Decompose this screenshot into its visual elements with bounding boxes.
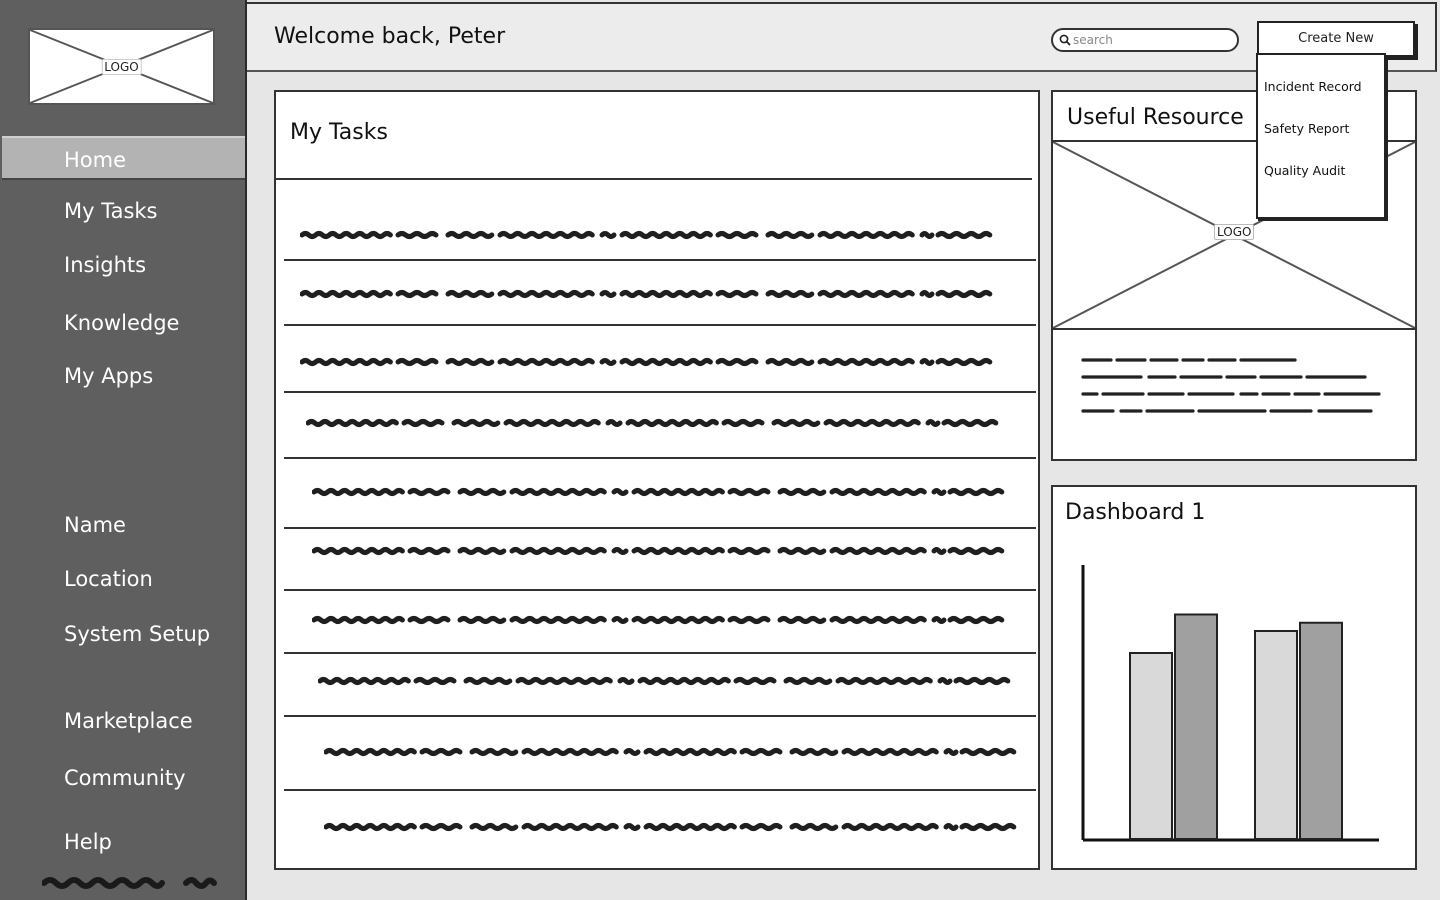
task-row-divider [284, 652, 1036, 654]
sidebar-item-home[interactable]: Home [2, 136, 245, 180]
footer-scribble [42, 872, 222, 890]
resource-description-scribble [1081, 356, 1391, 416]
sidebar-item-my-tasks[interactable]: My Tasks [64, 199, 158, 223]
chart-bar [1130, 653, 1172, 839]
task-text-scribble [300, 288, 1010, 302]
task-list-item[interactable] [286, 356, 1036, 370]
task-row-divider [284, 259, 1036, 261]
dashboard-title: Dashboard 1 [1065, 500, 1206, 525]
sidebar-item-name[interactable]: Name [64, 513, 126, 537]
task-row-divider [284, 715, 1036, 717]
task-text-scribble [306, 417, 1016, 431]
sidebar-logo[interactable] [28, 28, 215, 105]
search-input[interactable] [1073, 31, 1233, 49]
task-row-divider [284, 589, 1036, 591]
sidebar-item-community[interactable]: Community [64, 766, 186, 790]
task-row-divider [284, 324, 1036, 326]
sidebar-item-marketplace[interactable]: Marketplace [64, 709, 193, 733]
task-text-scribble [300, 229, 1010, 243]
task-list-item[interactable] [286, 486, 1036, 500]
chart-bar [1175, 615, 1217, 840]
sidebar-item-my-apps[interactable]: My Apps [64, 364, 154, 388]
search-icon [1059, 34, 1071, 46]
task-list-item[interactable] [286, 229, 1036, 243]
task-text-scribble [312, 614, 1022, 628]
resource-title: Useful Resource [1067, 105, 1244, 130]
task-list-item[interactable] [286, 675, 1036, 689]
chart-bar [1255, 631, 1297, 839]
menu-item-quality-audit[interactable]: Quality Audit [1264, 163, 1346, 178]
sidebar-item-location[interactable]: Location [64, 567, 153, 591]
task-list-item[interactable] [286, 821, 1036, 835]
menu-item-safety-report[interactable]: Safety Report [1264, 121, 1350, 136]
search-box[interactable] [1051, 28, 1239, 52]
task-text-scribble [300, 356, 1010, 370]
task-list-item[interactable] [286, 545, 1036, 559]
sidebar [0, 0, 247, 900]
dashboard-panel [1051, 485, 1417, 870]
logo-label: LOGO [101, 59, 141, 75]
task-text-scribble [312, 486, 1022, 500]
chart-bar [1300, 623, 1342, 839]
task-text-scribble [318, 675, 1028, 689]
create-new-dropdown [1256, 53, 1386, 219]
sidebar-item-insights[interactable]: Insights [64, 253, 147, 277]
task-list-item[interactable] [286, 746, 1036, 760]
sidebar-item-knowledge[interactable]: Knowledge [64, 311, 180, 335]
task-row-divider [284, 527, 1036, 529]
my-tasks-panel [274, 90, 1040, 870]
task-row-divider [284, 789, 1036, 791]
welcome-message: Welcome back, Peter [274, 24, 506, 49]
task-text-scribble [324, 821, 1034, 835]
tasks-title: My Tasks [290, 120, 388, 145]
menu-item-incident-record[interactable]: Incident Record [1264, 79, 1362, 94]
sidebar-item-help[interactable]: Help [64, 830, 112, 854]
sidebar-item-system-setup[interactable]: System Setup [64, 622, 211, 646]
task-row-divider [284, 457, 1036, 459]
task-row-divider [284, 391, 1036, 393]
task-list-item[interactable] [286, 288, 1036, 302]
create-new-button[interactable]: Create New [1257, 21, 1415, 57]
resource-image-label: LOGO [1214, 224, 1254, 240]
task-row-divider [276, 178, 1032, 180]
task-list-item[interactable] [286, 614, 1036, 628]
task-text-scribble [312, 545, 1022, 559]
dashboard-bar-chart [1053, 487, 1415, 868]
task-list-item[interactable] [286, 417, 1036, 431]
task-text-scribble [324, 746, 1034, 760]
